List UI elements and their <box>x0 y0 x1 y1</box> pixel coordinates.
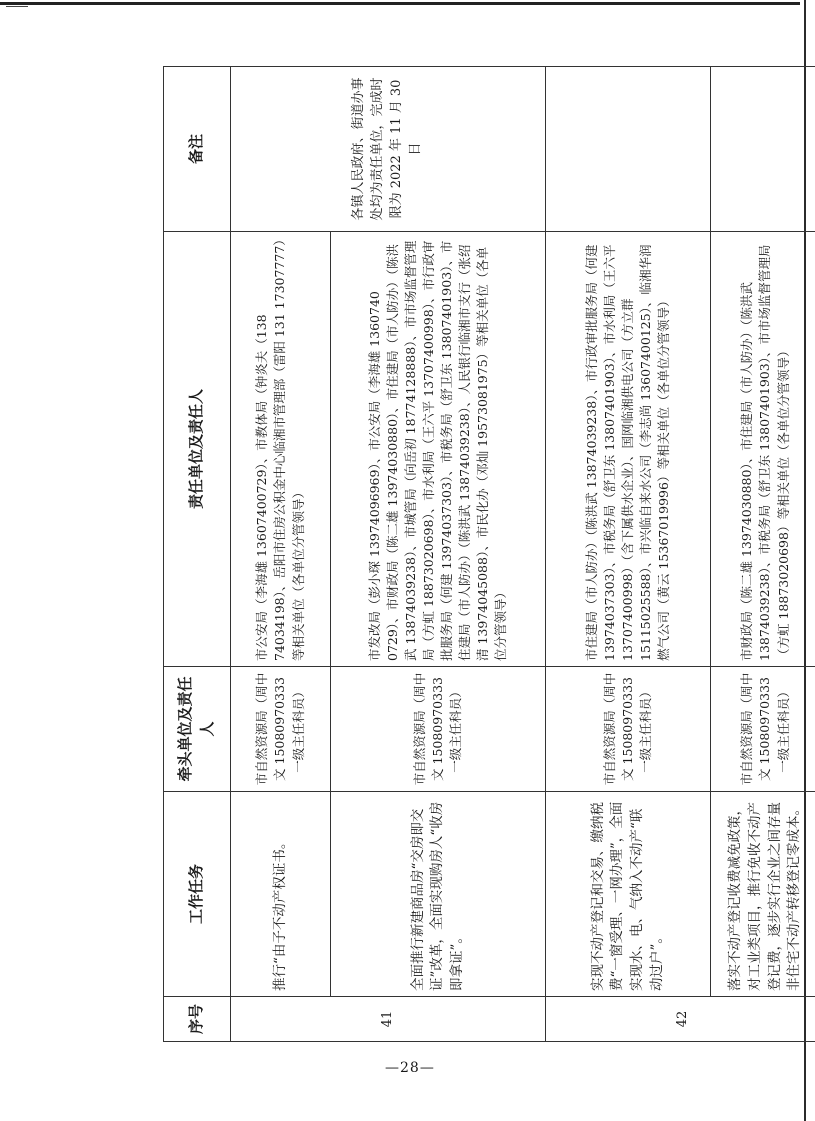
row-seq: 41 <box>231 997 546 1042</box>
row-seq: 42 <box>546 997 815 1042</box>
header-seq: 序号 <box>164 997 231 1042</box>
row-lead-unit: 市自然资源局（周中文 15080970333 一级主任科员） <box>546 667 711 792</box>
header-remarks: 备注 <box>164 67 231 232</box>
table-header-row <box>164 67 231 1042</box>
row-lead-unit: 市自然资源局（周中文 15080970333 一级主任科员） <box>331 667 546 792</box>
row-resp-units: 市财政局（陈二雄 13974030880）、市住建局（市人防办）（陈洪武 13874039238）、市税务局（舒卫东 13807401903）、市市场监督管理局（方虹 18873020698）等相关单位（各单位分管领导） <box>711 232 815 667</box>
remarks-empty-cell <box>711 67 815 232</box>
row-task: 落实不动产登记收费减免政策，对工业类项目，推行免收不动产登记费，逐步实行企业之间存量非住宅不动产转移登记零成本。 <box>711 792 815 997</box>
row-resp-units: 市住建局（市人防办）（陈洪武 13874039238）、市行政审批服务局（何建 13974037303）、市税务局（舒卫东 13807401903）、市水利局（王六平 13707400998）（含下属供水企业）、国网临湘供电公司（方立群 15115025588）、市兴临自来水公司（李志尚 13607400125）、临湘华润燃气公司（黄云 15367019996）等相关单位（各单位分管领导） <box>546 232 711 667</box>
table-row <box>231 67 331 1042</box>
row-task: 全面推行新建商品房“交房即交证”改革，全面实现购房人“收房即拿证”。 <box>331 792 546 997</box>
row-lead-unit: 市自然资源局（周中文 15080970333 一级主任科员） <box>711 667 815 792</box>
row-task: 推行“由子不动产权证书。 <box>231 792 331 997</box>
remarks-cell: 各镇人民政府、街道办事处均为责任单位，完成时限为 2022 年 11 月 30 日 <box>231 67 546 232</box>
work-task-table <box>163 66 815 1042</box>
page-number: —28— <box>385 1060 435 1076</box>
top-corner-mark <box>6 6 28 7</box>
table-row <box>711 67 815 1042</box>
row-task: 实现不动产登记和交易、缴纳税费“一窗受理、一网办理”，全面实现水、电、气纳入不动产“联动过户”。 <box>546 792 711 997</box>
header-resp: 责任单位及责任人 <box>164 232 231 667</box>
header-lead: 牵头单位及责任人 <box>164 667 231 792</box>
header-task: 工作任务 <box>164 792 231 997</box>
top-border-line <box>0 2 800 5</box>
table-row <box>546 67 711 1042</box>
row-resp-units: 市公安局（李海雄 13607400729）、市教体局（钟炎夫（138 74034198）、岳阳市住房公积金中心临湘市管理部（雷阳 131 17307777）等相关单位（各单位分管领导） <box>231 232 331 667</box>
row-lead-unit: 市自然资源局（周中文 15080970333 一级主任科员） <box>231 667 331 792</box>
remarks-empty-cell <box>546 67 711 232</box>
rotated-table-container <box>163 67 803 1042</box>
row-resp-units: 市发改局（彭小琛 13974096969）、市公安局（李海雄 1360740 0729）、市财政局（陈二雄 13974030880）、市住建局（市人防办）（陈洪武 13874039238）、市城管局（向岳初 18774128888）、市市场监督管理局（方虹 18873020698）、市水利局（王六平 13707400998）、市行政审批服务局（何建 13974037303）、市税务局（舒卫东 13807401903）、市住建局（市人防办）（陈洪武 13874039238）、人民银行临湘市支行（张绍清 13974045088）、市民化办（邓灿 19573081975）等相关单位（各单位分管领导） <box>331 232 546 667</box>
